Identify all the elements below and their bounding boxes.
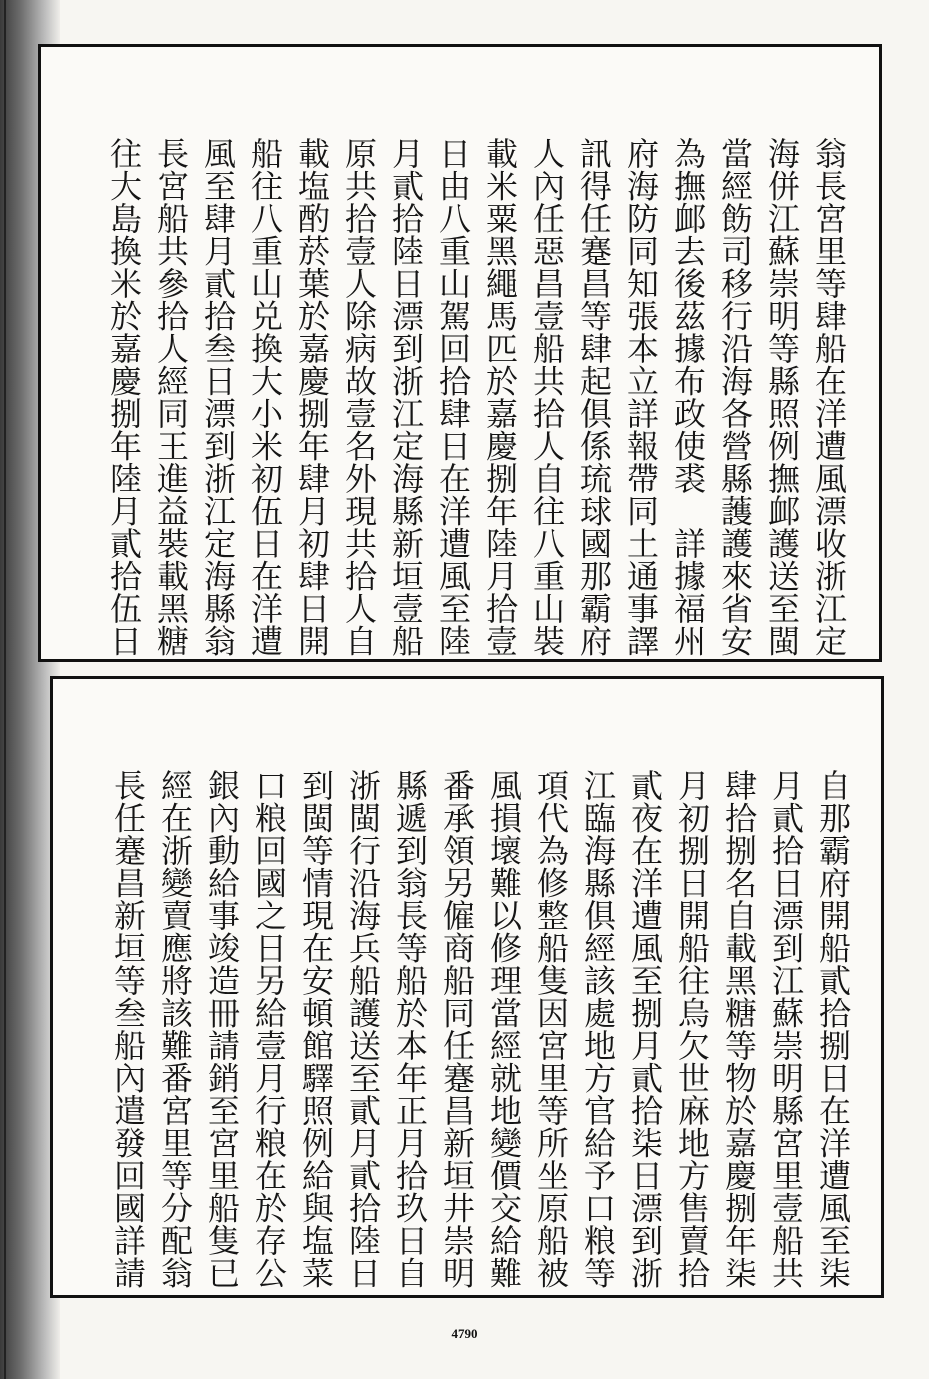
text-column: 長任蹇昌新垣等叁船內遣發回國詳請 [109,769,147,1289]
text-column: 番承領另僱商船同任蹇昌新垣井崇明 [438,769,476,1289]
page-number: 4790 [451,1326,478,1341]
text-column: 為撫䘏去後茲據布政使裘 詳據福州 [669,137,707,657]
text-column: 風損壞難以修理當經就地變價交給難 [485,769,523,1289]
bottom-text-panel [50,676,884,1298]
text-column: 海併江蘇崇明等縣照例撫䘏護送至閩 [763,137,801,657]
text-column: 月貳拾陸日漂到浙江定海縣新垣壹船 [387,137,425,657]
text-column: 縣遞到翁長等船於本年正月拾玖日自 [391,769,429,1289]
text-column: 銀內動給事竣造冊請銷至宮里船隻已 [203,769,241,1289]
text-column: 貳夜在洋遭風至捌月貳拾柒日漂到浙 [626,769,664,1289]
text-column: 長宮船共參拾人經同王進益裝載黑糖 [152,137,190,657]
text-column: 載米粟黑繩馬匹於嘉慶捌年陸月拾壹 [481,137,519,657]
text-column: 月初捌日開船往烏欠世麻地方售賣拾 [673,769,711,1289]
text-column: 項代為修整船隻因宮里等所坐原船被 [532,769,570,1289]
page-edge-line [4,0,6,1379]
text-column: 經在浙變賣應將該難番宮里等分配翁 [156,769,194,1289]
text-column: 風至肆月貳拾叁日漂到浙江定海縣翁 [199,137,237,657]
text-column: 府海防同知張本立詳報帶同土通事譯 [622,137,660,657]
text-column: 人內任惡昌壹船共拾人自往八重山裝 [528,137,566,657]
text-column: 江臨海縣俱經該處地方官給予口粮等 [579,769,617,1289]
text-column: 當經飭司移行沿海各營縣䕶護來省安 [716,137,754,657]
text-column: 船往八重山兑換大小米初伍日在洋遭 [246,137,284,657]
top-text-panel [38,44,882,662]
text-column: 往大島換米於嘉慶捌年陸月貳拾伍日 [105,137,143,657]
text-column: 載塩酌菸葉於嘉慶捌年肆月初肆日開 [293,137,331,657]
text-column: 月貳拾日漂到江蘇崇明縣宮里壹船共 [767,769,805,1289]
text-column: 翁長宮里等肆船在洋遭風漂收浙江定 [810,137,848,657]
text-column: 到閩等情現在安頓館驛照例給與塩菜 [297,769,335,1289]
text-column: 日由八重山駕回拾肆日在洋遭風至陸 [434,137,472,657]
text-column: 肆拾捌名自載黑糖等物於嘉慶捌年柒 [720,769,758,1289]
text-column: 原共拾壹人除病故壹名外現共拾人自 [340,137,378,657]
text-column: 訊得任蹇昌等肆起俱係琉球國那霸府 [575,137,613,657]
text-column: 浙閩行沿海兵船護送至貳月貳拾陸日 [344,769,382,1289]
text-column: 自那霸府開船貳拾捌日在洋遭風至柒 [814,769,852,1289]
text-column: 口粮回國之日另給壹月行粮在於存公 [250,769,288,1289]
